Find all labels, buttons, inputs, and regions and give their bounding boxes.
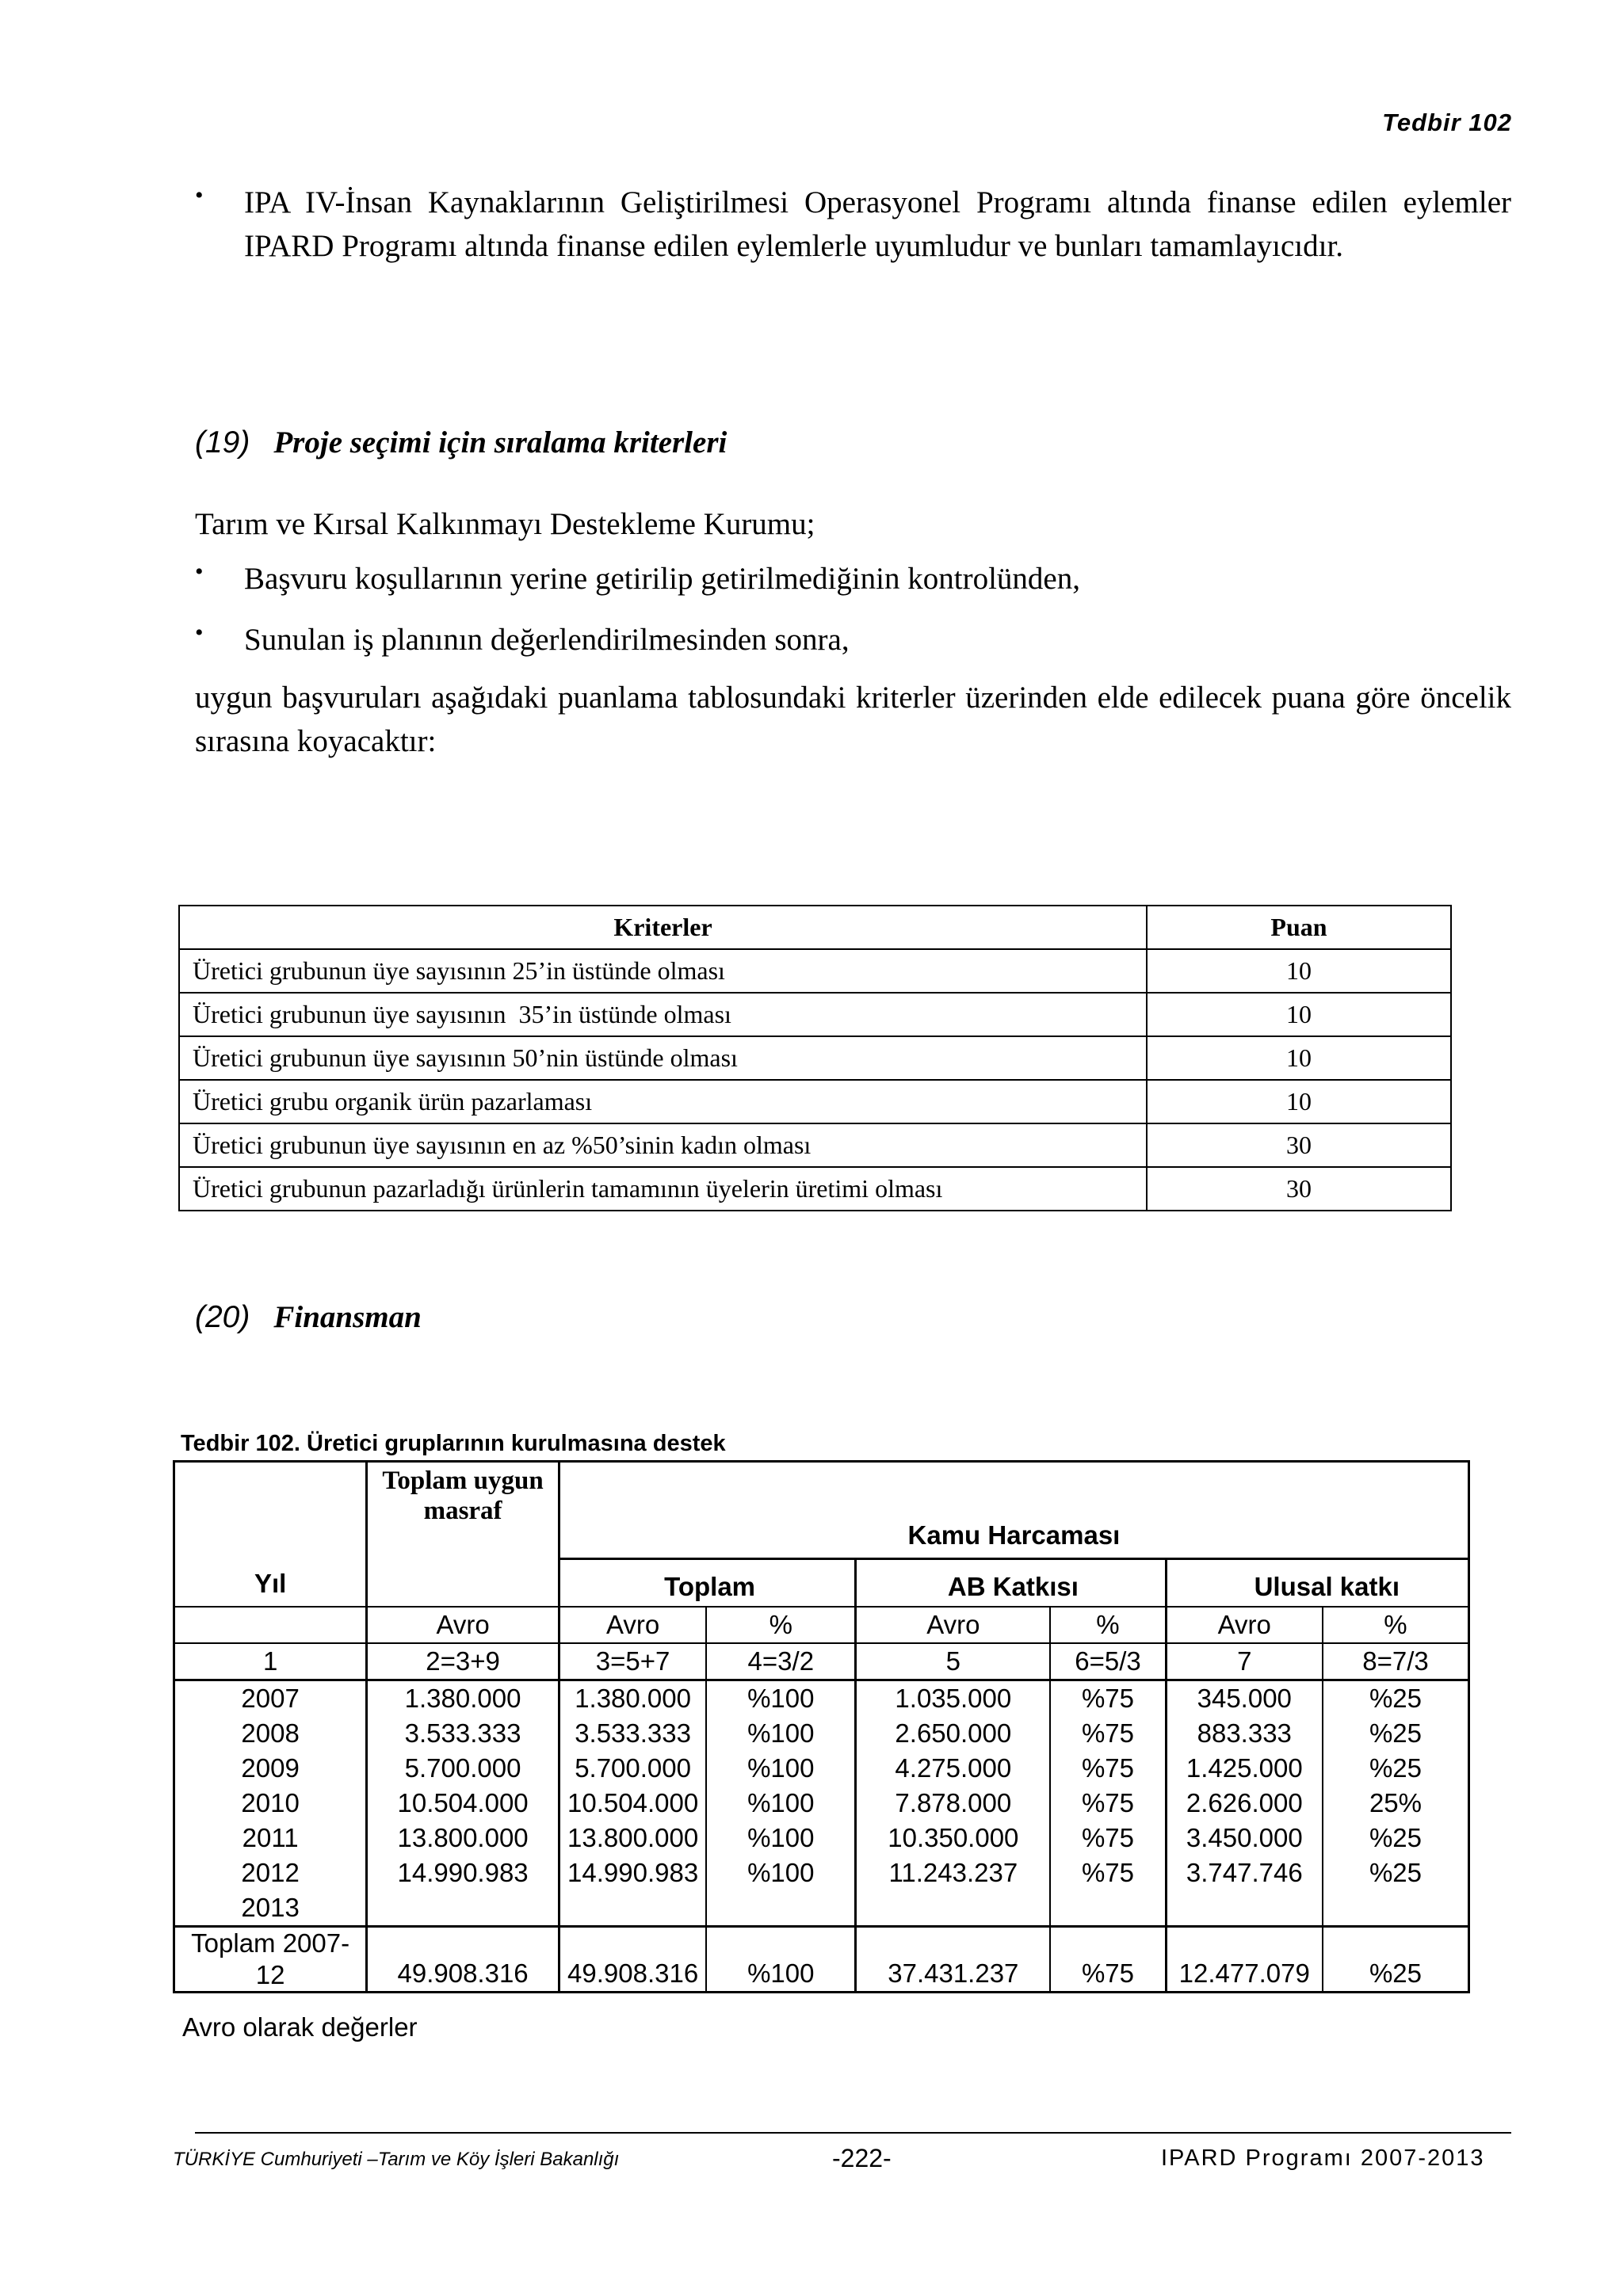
total-label-line: 12 bbox=[255, 1959, 285, 1989]
unit-cell: % bbox=[1050, 1607, 1166, 1643]
value-cell: 10.504.000 bbox=[397, 1787, 529, 1817]
year-header: Yıl bbox=[174, 1462, 367, 1607]
value-cell: 3.747.746 bbox=[1186, 1857, 1303, 1887]
unit-cell: Avro bbox=[559, 1607, 706, 1643]
national-amount-column bbox=[1166, 1680, 1323, 1926]
value-cell: %25 bbox=[1369, 1718, 1422, 1748]
value-cell: %75 bbox=[1081, 1857, 1134, 1887]
table-row bbox=[179, 993, 1451, 1036]
formula-row bbox=[174, 1643, 1469, 1680]
year-cell: 2007 bbox=[241, 1683, 300, 1713]
value-cell: %75 bbox=[1081, 1787, 1134, 1817]
total-row bbox=[174, 1926, 1469, 1992]
points-cell: 10 bbox=[1147, 993, 1451, 1036]
points-header: Puan bbox=[1147, 906, 1451, 949]
finance-table bbox=[173, 1460, 1470, 1993]
value-cell: 11.243.237 bbox=[888, 1857, 1018, 1887]
year-rows bbox=[174, 1680, 1469, 1926]
total-value: %75 bbox=[1050, 1926, 1166, 1992]
eu-contribution-header: AB Katkısı bbox=[856, 1559, 1166, 1607]
year-cell: 2008 bbox=[241, 1718, 300, 1748]
formula-cell: 3=5+7 bbox=[559, 1643, 706, 1680]
section-19-lead: Tarım ve Kırsal Kalkınmayı Destekleme Kurumu; bbox=[195, 507, 815, 541]
finance-table-note: Avro olarak değerler bbox=[182, 2012, 418, 2042]
value-cell: %100 bbox=[747, 1718, 815, 1748]
year-cell: 2011 bbox=[242, 1822, 299, 1852]
criterion-cell: Üretici grubunun üye sayısının en az %50’sinin kadın olması bbox=[179, 1123, 1147, 1167]
value-cell: 2.650.000 bbox=[895, 1718, 1012, 1748]
public-expenditure-header: Kamu Harcaması bbox=[559, 1462, 1468, 1559]
value-cell: 14.990.983 bbox=[397, 1857, 529, 1887]
eu-amount-column bbox=[856, 1680, 1051, 1926]
value-cell: 4.275.000 bbox=[895, 1753, 1012, 1783]
bullet-text: Başvuru koşullarının yerine getirilip getirilmediğinin kontrolünden, bbox=[244, 562, 1080, 596]
criterion-cell: Üretici grubu organik ürün pazarlaması bbox=[179, 1080, 1147, 1123]
formula-cell: 7 bbox=[1166, 1643, 1323, 1680]
total-value: 37.431.237 bbox=[856, 1926, 1051, 1992]
bullet-item bbox=[195, 618, 1511, 662]
value-cell: %100 bbox=[747, 1753, 815, 1783]
criterion-cell: Üretici grubunun üye sayısının 50’nin üstünde olması bbox=[179, 1036, 1147, 1080]
table-row bbox=[179, 949, 1451, 993]
formula-cell: 1 bbox=[174, 1643, 367, 1680]
year-cell: 2012 bbox=[241, 1857, 300, 1887]
bullet-icon: • bbox=[195, 559, 204, 585]
unit-cell: % bbox=[1323, 1607, 1469, 1643]
year-column bbox=[174, 1680, 367, 1926]
finance-table-caption: Tedbir 102. Üretici gruplarının kurulmasına destek bbox=[181, 1431, 726, 1456]
points-cell: 10 bbox=[1147, 949, 1451, 993]
value-cell: 10.350.000 bbox=[888, 1822, 1019, 1852]
value-cell: 1.380.000 bbox=[575, 1683, 691, 1713]
footer-program: IPARD Programı 2007-2013 bbox=[1161, 2145, 1485, 2171]
value-cell: %25 bbox=[1369, 1857, 1422, 1887]
national-pct-column bbox=[1323, 1680, 1469, 1926]
unit-cell: % bbox=[706, 1607, 855, 1643]
value-cell: 13.800.000 bbox=[567, 1822, 699, 1852]
unit-cell: Avro bbox=[1166, 1607, 1323, 1643]
measure-label: Tedbir 102 bbox=[1382, 109, 1512, 136]
value-cell: %75 bbox=[1081, 1683, 1134, 1713]
section-19-number: (19) bbox=[195, 425, 250, 460]
criterion-cell: Üretici grubunun üye sayısının 35’in üstünde olması bbox=[179, 993, 1147, 1036]
eu-pct-column bbox=[1050, 1680, 1166, 1926]
section-19-title: Proje seçimi için sıralama kriterleri bbox=[273, 425, 727, 460]
value-cell: 10.504.000 bbox=[567, 1787, 699, 1817]
value-cell: %75 bbox=[1081, 1822, 1134, 1852]
total-value: %25 bbox=[1323, 1926, 1469, 1992]
section-20-title: Finansman bbox=[273, 1300, 422, 1334]
bullet-icon: • bbox=[195, 182, 204, 208]
value-cell: 5.700.000 bbox=[404, 1753, 521, 1783]
total-value: 49.908.316 bbox=[559, 1926, 706, 1992]
table-row bbox=[179, 1167, 1451, 1211]
value-cell: 5.700.000 bbox=[575, 1753, 691, 1783]
points-cell: 10 bbox=[1147, 1080, 1451, 1123]
total-eligible-header: Toplam uygun masraf bbox=[367, 1462, 559, 1607]
value-cell: %25 bbox=[1369, 1822, 1422, 1852]
section-20-number: (20) bbox=[195, 1300, 250, 1334]
value-cell: %100 bbox=[747, 1857, 815, 1887]
criteria-header-row bbox=[179, 906, 1451, 949]
value-cell: %25 bbox=[1369, 1683, 1422, 1713]
year-cell: 2010 bbox=[241, 1787, 300, 1817]
bullet-text: Sunulan iş planının değerlendirilmesinden sonra, bbox=[244, 623, 850, 657]
formula-cell: 4=3/2 bbox=[706, 1643, 855, 1680]
total-label-line: Toplam 2007- bbox=[191, 1928, 350, 1958]
value-cell: 13.800.000 bbox=[397, 1822, 529, 1852]
value-cell: 1.380.000 bbox=[404, 1683, 521, 1713]
total-value: %100 bbox=[706, 1926, 855, 1992]
unit-cell: Avro bbox=[367, 1607, 559, 1643]
total-eligible-column bbox=[367, 1680, 559, 1926]
total-label bbox=[174, 1926, 367, 1992]
value-cell: 345.000 bbox=[1197, 1683, 1292, 1713]
criterion-cell: Üretici grubunun üye sayısının 25’in üstünde olması bbox=[179, 949, 1147, 993]
year-cell: 2013 bbox=[241, 1892, 300, 1922]
public-total-header: Toplam bbox=[559, 1559, 855, 1607]
value-cell: %100 bbox=[747, 1822, 815, 1852]
value-cell: 2.626.000 bbox=[1186, 1787, 1303, 1817]
formula-cell: 8=7/3 bbox=[1323, 1643, 1469, 1680]
public-pct-column bbox=[706, 1680, 855, 1926]
section-20-heading bbox=[195, 1299, 422, 1335]
formula-cell: 2=3+9 bbox=[367, 1643, 559, 1680]
table-row bbox=[179, 1036, 1451, 1080]
value-cell: 3.450.000 bbox=[1186, 1822, 1303, 1852]
criteria-table bbox=[178, 905, 1452, 1211]
units-row bbox=[174, 1607, 1469, 1643]
footer-ministry: TÜRKİYE Cumhuriyeti –Tarım ve Köy İşleri Bakanlığı bbox=[173, 2149, 620, 2170]
total-value: 49.908.316 bbox=[367, 1926, 559, 1992]
criterion-cell: Üretici grubunun pazarladığı ürünlerin tamamının üyelerin üretimi olması bbox=[179, 1167, 1147, 1211]
criteria-header: Kriterler bbox=[179, 906, 1147, 949]
public-total-column bbox=[559, 1680, 706, 1926]
footer-divider bbox=[195, 2132, 1511, 2134]
section-19-closing: uygun başvuruları aşağıdaki puanlama tablosundaki kriterler üzerinden elde edilecek puana göre öncelik sırasına koyacaktır: bbox=[195, 681, 1511, 758]
unit-cell: Avro bbox=[856, 1607, 1051, 1643]
total-value: 12.477.079 bbox=[1166, 1926, 1323, 1992]
points-cell: 10 bbox=[1147, 1036, 1451, 1080]
value-cell: 3.533.333 bbox=[575, 1718, 691, 1748]
section-19-heading bbox=[195, 425, 727, 460]
value-cell: 883.333 bbox=[1197, 1718, 1292, 1748]
points-cell: 30 bbox=[1147, 1123, 1451, 1167]
value-cell: %100 bbox=[747, 1683, 815, 1713]
formula-cell: 6=5/3 bbox=[1050, 1643, 1166, 1680]
value-cell: 7.878.000 bbox=[895, 1787, 1012, 1817]
value-cell: 1.035.000 bbox=[895, 1683, 1012, 1713]
value-cell: 14.990.983 bbox=[567, 1857, 699, 1887]
value-cell: %25 bbox=[1369, 1753, 1422, 1783]
table-row bbox=[179, 1123, 1451, 1167]
value-cell: 25% bbox=[1369, 1787, 1422, 1817]
intro-bullet-text: IPA IV-İnsan Kaynaklarının Geliştirilmesi Operasyonel Programı altında finanse edilen eylemler IPARD Programı altında finanse edilen eylemlerle uyumludur ve bunları tamamlayıcıdır. bbox=[244, 185, 1511, 263]
page-number: -222- bbox=[832, 2144, 892, 2172]
bullet-icon: • bbox=[195, 620, 204, 646]
intro-bullet bbox=[195, 181, 1511, 268]
value-cell: 1.425.000 bbox=[1186, 1753, 1303, 1783]
table-row bbox=[179, 1080, 1451, 1123]
bullet-item bbox=[195, 557, 1511, 601]
national-contribution-header: Ulusal katkı bbox=[1166, 1559, 1468, 1607]
value-cell: 3.533.333 bbox=[404, 1718, 521, 1748]
value-cell: %100 bbox=[747, 1787, 815, 1817]
points-cell: 30 bbox=[1147, 1167, 1451, 1211]
formula-cell: 5 bbox=[856, 1643, 1051, 1680]
year-cell: 2009 bbox=[241, 1753, 300, 1783]
value-cell: %75 bbox=[1081, 1718, 1134, 1748]
value-cell: %75 bbox=[1081, 1753, 1134, 1783]
